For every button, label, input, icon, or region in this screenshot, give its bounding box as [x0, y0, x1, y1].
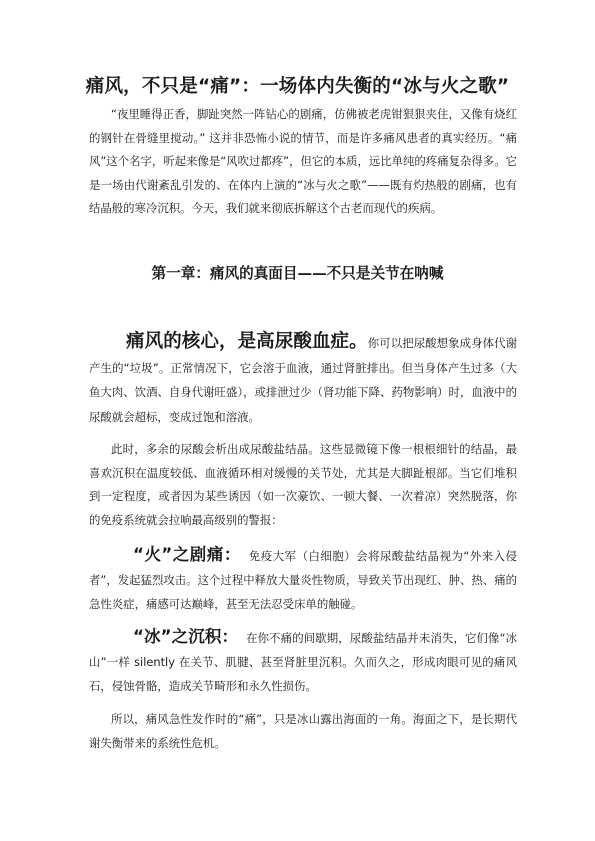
- core-text: 你可以把尿酸想象成身体代谢产生的“垃圾”。正常情况下，它会溶于血液，通过肾脏排出。但当身体产生过多（大鱼大肉、饮酒、自身代谢旺盛），或排泄过少（肾功能下降、药物影响）时，血液中的尿酸就会超标，变成过饱和溶液。: [89, 336, 517, 424]
- chapter-heading: 第一章：痛风的真面目——不只是关节在呐喊: [151, 265, 444, 282]
- fire-term: “火”之剧痛：: [133, 545, 241, 564]
- fire-paragraph: [89, 543, 517, 616]
- article-title: 痛风，不只是“痛”：一场体内失衡的“冰与火之歌”: [85, 76, 510, 97]
- ice-term: “冰”之沉积：: [133, 627, 239, 646]
- core-lead: 痛风的核心，是高尿酸血症。: [126, 331, 368, 352]
- crystal-paragraph: 此时，多余的尿酸会析出成尿酸盐结晶。这些显微镜下像一根根细针的结晶，最喜欢沉积在温度较低、血液循环相对缓慢的关节处，尤其是大脚趾根部。当它们堆积到一定程度，或者因为某些诱因（如一次豪饮、一顿大餐、一次着凉）突然脱落，你的免疫系统就会拉响最高级别的警报：: [89, 442, 517, 527]
- intro-paragraph: “夜里睡得正香，脚趾突然一阵钻心的剧痛，仿佛被老虎钳狠狠夹住，又像有烧红的钢针在骨缝里搅动。” 这并非恐怖小说的情节，而是许多痛风患者的真实经历。“痛风”这个名字，听起来像是“风吹过都疼”，但它的本质，远比单纯的疼痛复杂得多。它是一场由代谢紊乱引发的、在体内上演的“冰与火之歌”——既有灼热般的剧痛，也有结晶般的寒冷沉积。今天，我们就来彻底拆解这个古老而现代的疾病。: [89, 107, 517, 215]
- ice-paragraph: [89, 625, 517, 698]
- fire-text: 免疫大军（白细胞）会将尿酸盐结晶视为“外来入侵者”，发起猛烈攻击。这个过程中释放大量炎性物质，导致关节出现红、肿、热、痛的急性炎症，痛感可达巅峰，甚至无法忍受床单的触碰。: [89, 549, 517, 611]
- summary-paragraph: 所以，痛风急性发作时的“痛”，只是冰山露出海面的一角。海面之下，是长期代谢失衡带来的系统性危机。: [89, 712, 517, 750]
- core-paragraph: [89, 330, 517, 429]
- ice-text: 在你不痛的间歇期，尿酸盐结晶并未消失，它们像“冰山”一样 silently 在关节、肌腱、甚至肾脏里沉积。久而久之，形成肉眼可见的痛风石，侵蚀骨骼，造成关节畸形和永久性损伤。: [89, 631, 517, 693]
